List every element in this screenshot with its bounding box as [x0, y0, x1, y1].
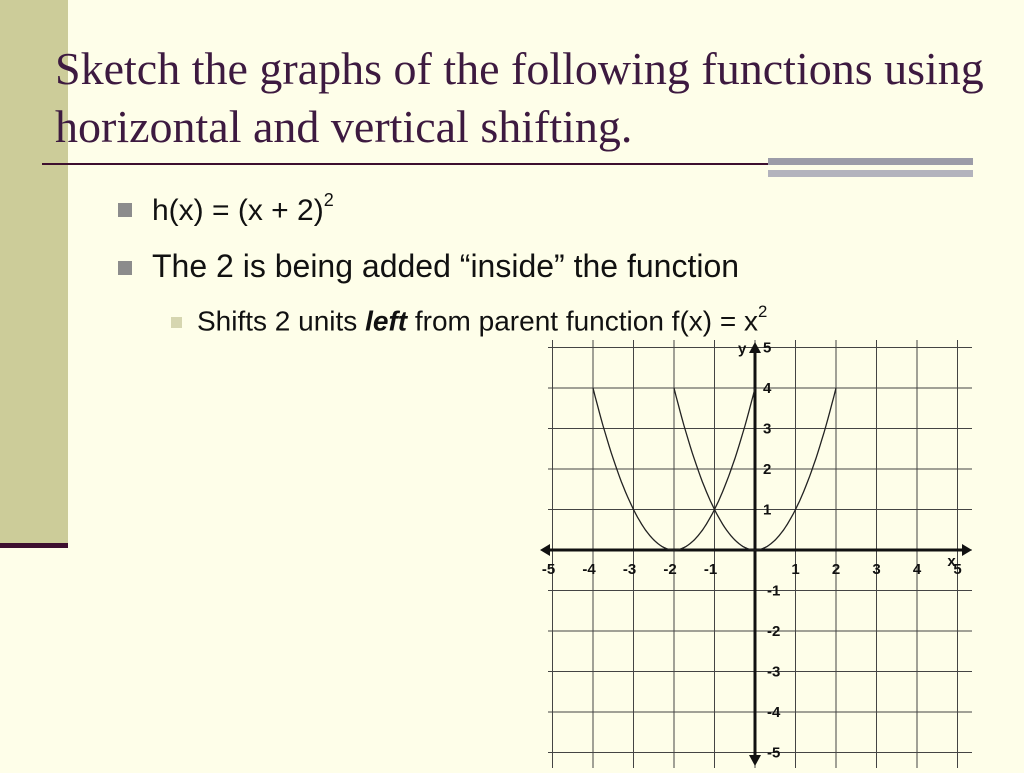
- y-tick-label: -2: [767, 623, 781, 640]
- x-tick-label: -1: [703, 561, 718, 578]
- grid-lines: [548, 340, 972, 768]
- x-tick-label: -2: [663, 561, 677, 578]
- bullet-text: h(x) = (x + 2): [152, 194, 324, 227]
- bullet-square-icon: [118, 203, 132, 217]
- x-axis-label: x: [947, 553, 956, 570]
- y-axis-label: y: [738, 340, 747, 358]
- x-axis-arrow-left: [540, 544, 550, 556]
- x-axis-arrow-right: [962, 544, 972, 556]
- y-tick-label: -1: [767, 582, 781, 600]
- y-tick-label: 1: [763, 501, 772, 519]
- sub-bullet-square-icon: [171, 317, 182, 328]
- x-tick-label: 4: [912, 561, 922, 578]
- x-tick-label: 2: [831, 561, 841, 578]
- x-tick-label: 1: [791, 561, 800, 578]
- bullet-item-explanation: [152, 248, 739, 285]
- x-tick-label: 3: [872, 561, 881, 578]
- y-tick-label: -3: [767, 663, 781, 681]
- bullet-item-function: [152, 190, 334, 228]
- bullet-square-icon: [118, 261, 132, 275]
- slide-title: Sketch the graphs of the following functions using horizontal and vertical shifting.: [55, 43, 984, 152]
- bullet-superscript: 2: [758, 302, 768, 322]
- y-tick-label: -4: [767, 704, 781, 721]
- left-accent-underline: [0, 543, 68, 548]
- x-tick-label: 5: [953, 561, 962, 578]
- y-tick-label: 4: [763, 380, 772, 397]
- y-tick-label: -5: [767, 744, 781, 762]
- x-tick-labels: [542, 561, 962, 578]
- graph-panel: [540, 340, 980, 768]
- accent-band-top: [768, 158, 973, 165]
- x-tick-label: -5: [541, 561, 556, 578]
- coordinate-graph: [540, 340, 980, 768]
- sub-bullet-item-shift: [197, 302, 768, 337]
- bullet-superscript: 2: [323, 190, 334, 211]
- bullet-text-pre: Shifts 2 units: [197, 305, 366, 337]
- axes: [540, 342, 972, 766]
- y-tick-label: 2: [763, 461, 772, 478]
- bullet-emphasis: left: [365, 305, 408, 337]
- bullet-text-post: from parent function f(x) = x: [407, 305, 759, 337]
- accent-band-bottom: [768, 170, 973, 177]
- x-tick-label: -4: [582, 561, 596, 578]
- title-rule: [42, 163, 770, 165]
- y-tick-label: 3: [763, 420, 772, 438]
- y-axis-arrow-bottom: [749, 755, 761, 766]
- title-accent-bands: [768, 158, 973, 178]
- bullet-text: The 2 is being added “inside” the function: [152, 248, 740, 284]
- y-tick-label: 5: [763, 340, 772, 357]
- x-tick-label: -3: [622, 561, 637, 578]
